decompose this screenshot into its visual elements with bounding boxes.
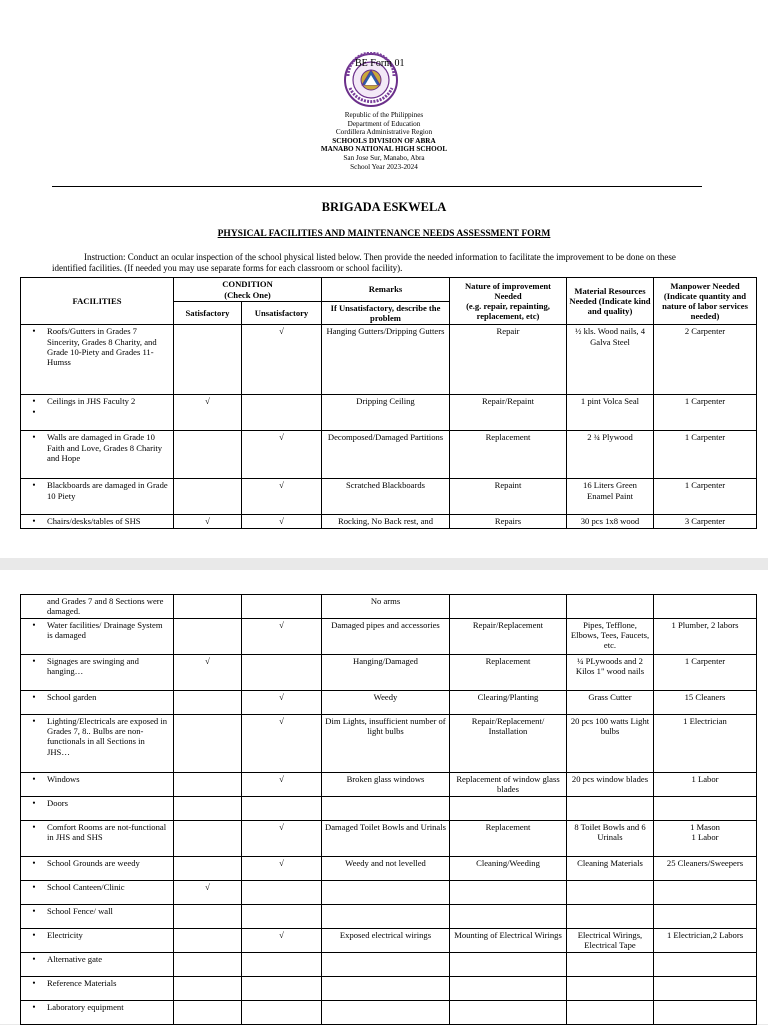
bullet-icon: • (32, 326, 36, 337)
table-row (21, 881, 757, 905)
manpower-cell: 1 Plumber, 2 labors (654, 619, 757, 655)
table-row (21, 1001, 757, 1025)
remarks-cell: Exposed electrical wirings (322, 929, 450, 953)
table-row (21, 857, 757, 881)
facility-name: Roofs/Gutters in Grades 7 Sincerity, Grades 8 Charity, and Grade 10-Piety and Grades 11-Humss (47, 326, 157, 368)
assessment-table-page-1 (20, 277, 757, 529)
facility-name: Alternative gate (47, 954, 103, 964)
col-remarks: Remarks (322, 278, 450, 302)
manpower-cell: 1 Carpenter (654, 655, 757, 691)
unsatisfactory-check-cell: √ (242, 773, 322, 797)
form-title: PHYSICAL FACILITIES AND MAINTENANCE NEEDS ASSESSMENT FORM (217, 229, 551, 239)
remarks-cell: Scratched Blackboards (322, 479, 450, 515)
remarks-cell: Dripping Ceiling (322, 395, 450, 431)
satisfactory-check-cell (174, 325, 242, 395)
col-satisfactory: Satisfactory (174, 302, 242, 325)
bullet-icon (21, 596, 47, 616)
facility-cell (21, 691, 174, 715)
facility-cell (21, 655, 174, 691)
col-nature: Nature of improvement Needed (e.g. repair, repainting, replacement, etc) (450, 278, 567, 325)
bullet-icon: • (32, 656, 36, 666)
facility-cell (21, 821, 174, 857)
bullet-icon: • (32, 396, 36, 407)
manpower-cell: 15 Cleaners (654, 691, 757, 715)
school-year: School Year 2023-2024 (350, 162, 418, 171)
unsatisfactory-check-cell (242, 977, 322, 1001)
bullet-icon: • (32, 432, 36, 443)
material-cell: Cleaning Materials (567, 857, 654, 881)
remarks-cell: Rocking, No Back rest, and (322, 515, 450, 529)
unsatisfactory-check-cell: √ (242, 715, 322, 773)
facility-name: School Fence/ wall (47, 906, 113, 916)
material-cell: Grass Cutter (567, 691, 654, 715)
remarks-cell (322, 797, 450, 821)
nature-cell: Repair/Replacement (450, 619, 567, 655)
manpower-cell: 1 Electrician,2 Labors (654, 929, 757, 953)
col-remarks-sub: If Unsatisfactory, describe the problem (322, 302, 450, 325)
col-condition: CONDITION (Check One) (174, 278, 322, 302)
material-cell (567, 1001, 654, 1025)
unsatisfactory-check-cell (242, 797, 322, 821)
facility-name: Laboratory equipment (47, 1002, 124, 1012)
facility-name: School Canteen/Clinic (47, 882, 125, 892)
satisfactory-check-cell: √ (174, 655, 242, 691)
nature-cell: Repair/Replacement/ Installation (450, 715, 567, 773)
nature-cell (450, 881, 567, 905)
nature-cell: Repairs (450, 515, 567, 529)
nature-cell (450, 977, 567, 1001)
facility-name: Windows (47, 774, 80, 784)
assessment-table-page-2 (20, 594, 757, 1025)
remarks-cell: Weedy and not levelled (322, 857, 450, 881)
bullet-icon: • (32, 716, 36, 726)
bullet-icon: • (32, 692, 36, 702)
table-row (21, 395, 757, 431)
facility-name: Water facilities/ Drainage System is damaged (47, 620, 163, 641)
nature-cell: Repair (450, 325, 567, 395)
facility-cell (21, 619, 174, 655)
material-cell (567, 977, 654, 1001)
satisfactory-check-cell (174, 715, 242, 773)
facility-cell (21, 881, 174, 905)
satisfactory-check-cell (174, 857, 242, 881)
facility-name: Doors (47, 798, 69, 808)
manpower-cell: 1 Carpenter (654, 431, 757, 479)
satisfactory-check-cell (174, 479, 242, 515)
col-manpower: Manpower Needed (Indicate quantity and nature of labor services needed) (654, 278, 757, 325)
unsatisfactory-check-cell (242, 953, 322, 977)
satisfactory-check-cell (174, 773, 242, 797)
nature-cell (450, 797, 567, 821)
facility-name: School garden (47, 692, 97, 702)
bullet-icon: • (32, 882, 36, 892)
material-cell: 2 ¾ Plywood (567, 431, 654, 479)
facility-cell (21, 595, 174, 619)
bullet-icon: • (32, 930, 36, 940)
table-row (21, 515, 757, 529)
remarks-cell: No arms (322, 595, 450, 619)
nature-cell: Replacement (450, 821, 567, 857)
material-cell: Pipes, Tefflone, Elbows, Tees, Faucets, etc. (567, 619, 654, 655)
satisfactory-check-cell (174, 821, 242, 857)
remarks-cell (322, 1001, 450, 1025)
unsatisfactory-check-cell: √ (242, 929, 322, 953)
manpower-cell: 1 Carpenter (654, 479, 757, 515)
remarks-cell: Hanging Gutters/Dripping Gutters (322, 325, 450, 395)
nature-cell (450, 1001, 567, 1025)
manpower-cell (654, 797, 757, 821)
nature-cell (450, 595, 567, 619)
satisfactory-check-cell (174, 691, 242, 715)
col-unsatisfactory: Unsatisfactory (242, 302, 322, 325)
manpower-cell: 1 Electrician (654, 715, 757, 773)
facility-cell (21, 325, 174, 395)
manpower-cell: 1 Labor (654, 773, 757, 797)
facility-cell (21, 431, 174, 479)
material-cell (567, 905, 654, 929)
material-cell (567, 881, 654, 905)
satisfactory-check-cell (174, 797, 242, 821)
manpower-cell: 2 Carpenter (654, 325, 757, 395)
division-name: SCHOOLS DIVISION OF ABRA (332, 136, 436, 145)
material-cell: 8 Toilet Bowls and 6 Urinals (567, 821, 654, 857)
table-row (21, 619, 757, 655)
table-row (21, 977, 757, 1001)
nature-cell: Clearing/Planting (450, 691, 567, 715)
material-cell: 16 Liters Green Enamel Paint (567, 479, 654, 515)
unsatisfactory-check-cell: √ (242, 857, 322, 881)
remarks-cell: Weedy (322, 691, 450, 715)
letterhead-line: Department of Education (347, 119, 421, 128)
satisfactory-check-cell (174, 905, 242, 929)
material-cell: 30 pcs 1x8 wood (567, 515, 654, 529)
manpower-cell (654, 881, 757, 905)
nature-cell (450, 905, 567, 929)
bullet-icon: • (32, 774, 36, 784)
satisfactory-check-cell (174, 431, 242, 479)
table-row (21, 431, 757, 479)
nature-cell: Replacement (450, 655, 567, 691)
bullet-icon: • (32, 406, 36, 417)
manpower-cell: 1 Mason 1 Labor (654, 821, 757, 857)
facility-name: Signages are swinging and hanging… (47, 656, 139, 677)
satisfactory-check-cell (174, 619, 242, 655)
facility-cell (21, 797, 174, 821)
manpower-cell (654, 977, 757, 1001)
satisfactory-check-cell (174, 595, 242, 619)
facility-cell (21, 905, 174, 929)
bullet-icon: • (32, 858, 36, 868)
unsatisfactory-check-cell: √ (242, 619, 322, 655)
facility-name: Ceilings in JHS Faculty 2 (47, 396, 136, 407)
facility-cell (21, 977, 174, 1001)
material-cell: ¼ PLywoods and 2 Kilos 1" wood nails (567, 655, 654, 691)
table-row (21, 479, 757, 515)
material-cell: Electrical Wirings, Electrical Tape (567, 929, 654, 953)
material-cell (567, 953, 654, 977)
nature-cell: Repair/Repaint (450, 395, 567, 431)
unsatisfactory-check-cell (242, 881, 322, 905)
material-cell: 20 pcs window blades (567, 773, 654, 797)
unsatisfactory-check-cell (242, 395, 322, 431)
unsatisfactory-check-cell: √ (242, 479, 322, 515)
unsatisfactory-check-cell (242, 595, 322, 619)
remarks-cell: Broken glass windows (322, 773, 450, 797)
letterhead-line: Cordillera Administrative Region (335, 128, 433, 137)
material-cell (567, 797, 654, 821)
nature-cell: Cleaning/Weeding (450, 857, 567, 881)
manpower-cell (654, 1001, 757, 1025)
facility-name: Reference Materials (47, 978, 117, 988)
instruction-text: Instruction: Conduct an ocular inspection of the school physical listed below. Then provide the needed information to facilitate the improvement to be done on these identified facilities. (If needed you may use separate forms for each classroom or school facility). (52, 252, 676, 273)
remarks-cell: Damaged pipes and accessories (322, 619, 450, 655)
satisfactory-check-cell: √ (174, 515, 242, 529)
facility-name: Chairs/desks/tables of SHS (47, 516, 141, 527)
remarks-cell (322, 881, 450, 905)
facility-name: Electricity (47, 930, 83, 940)
table-row (21, 325, 757, 395)
remarks-cell (322, 905, 450, 929)
form-code: BE Form 01 (355, 58, 405, 69)
table-row (21, 929, 757, 953)
facility-name: Blackboards are damaged in Grade 10 Piety (47, 480, 168, 501)
satisfactory-check-cell (174, 1001, 242, 1025)
letterhead-line: Republic of the Philippines (344, 111, 424, 119)
remarks-cell (322, 977, 450, 1001)
material-cell (567, 595, 654, 619)
facility-cell (21, 395, 174, 431)
remarks-cell: Dim Lights, insufficient number of light bulbs (322, 715, 450, 773)
bullet-icon: • (32, 1002, 36, 1012)
remarks-cell: Damaged Toilet Bowls and Urinals (322, 821, 450, 857)
table-row (21, 797, 757, 821)
remarks-cell: Hanging/Damaged (322, 655, 450, 691)
table-row (21, 715, 757, 773)
satisfactory-check-cell: √ (174, 881, 242, 905)
facility-cell (21, 715, 174, 773)
manpower-cell (654, 953, 757, 977)
nature-cell: Mounting of Electrical Wirings (450, 929, 567, 953)
facility-cell (21, 773, 174, 797)
bullet-icon: • (32, 516, 36, 527)
remarks-cell (322, 953, 450, 977)
header-divider (52, 186, 702, 187)
unsatisfactory-check-cell (242, 905, 322, 929)
unsatisfactory-check-cell: √ (242, 431, 322, 479)
unsatisfactory-check-cell: √ (242, 821, 322, 857)
letterhead (0, 111, 768, 171)
table-row (21, 655, 757, 691)
satisfactory-check-cell (174, 929, 242, 953)
material-cell: ½ kls. Wood nails, 4 Galva Steel (567, 325, 654, 395)
manpower-cell: 1 Carpenter (654, 395, 757, 431)
bullet-icon: • (32, 822, 36, 832)
facility-cell (21, 953, 174, 977)
unsatisfactory-check-cell: √ (242, 325, 322, 395)
satisfactory-check-cell: √ (174, 395, 242, 431)
facility-name: Comfort Rooms are not-functional in JHS and SHS (47, 822, 167, 843)
unsatisfactory-check-cell: √ (242, 515, 322, 529)
satisfactory-check-cell (174, 977, 242, 1001)
facility-cell (21, 857, 174, 881)
facility-name: School Grounds are weedy (47, 858, 140, 868)
facility-cell (21, 929, 174, 953)
nature-cell: Replacement (450, 431, 567, 479)
material-cell: 20 pcs 100 watts Light bulbs (567, 715, 654, 773)
facility-cell (21, 515, 174, 529)
bullet-icon: • (32, 954, 36, 964)
unsatisfactory-check-cell: √ (242, 691, 322, 715)
table-row (21, 595, 757, 619)
manpower-cell (654, 905, 757, 929)
satisfactory-check-cell (174, 953, 242, 977)
school-address: San Jose Sur, Manabo, Abra (343, 153, 425, 162)
facility-name: Walls are damaged in Grade 10 Faith and Love, Grades 8 Charity and Hope (47, 432, 163, 463)
remarks-cell: Decomposed/Damaged Partitions (322, 431, 450, 479)
facility-cell (21, 479, 174, 515)
document-title: BRIGADA ESKWELA (321, 200, 447, 214)
nature-cell (450, 953, 567, 977)
table-row (21, 691, 757, 715)
facility-name: and Grades 7 and 8 Sections were damaged. (47, 596, 164, 617)
bullet-icon: • (32, 978, 36, 988)
nature-cell: Replacement of window glass blades (450, 773, 567, 797)
table-row (21, 905, 757, 929)
manpower-cell: 25 Cleaners/Sweepers (654, 857, 757, 881)
manpower-cell: 3 Carpenter (654, 515, 757, 529)
material-cell: 1 pint Volca Seal (567, 395, 654, 431)
col-material: Material Resources Needed (Indicate kind and quality) (567, 278, 654, 325)
bullet-icon: • (32, 798, 36, 808)
facility-cell (21, 1001, 174, 1025)
unsatisfactory-check-cell (242, 1001, 322, 1025)
facility-name: Lighting/Electricals are exposed in Grades 7, 8.. Bulbs are non-functionals in all Sections in JHS… (47, 716, 168, 757)
unsatisfactory-check-cell (242, 655, 322, 691)
bullet-icon: • (32, 620, 36, 630)
table-row (21, 821, 757, 857)
table-row (21, 953, 757, 977)
school-name: MANABO NATIONAL HIGH SCHOOL (320, 145, 448, 154)
manpower-cell (654, 595, 757, 619)
col-facilities: FACILITIES (21, 278, 174, 325)
bullet-icon: • (32, 906, 36, 916)
table-row (21, 773, 757, 797)
bullet-icon: • (32, 480, 36, 491)
nature-cell: Repaint (450, 479, 567, 515)
